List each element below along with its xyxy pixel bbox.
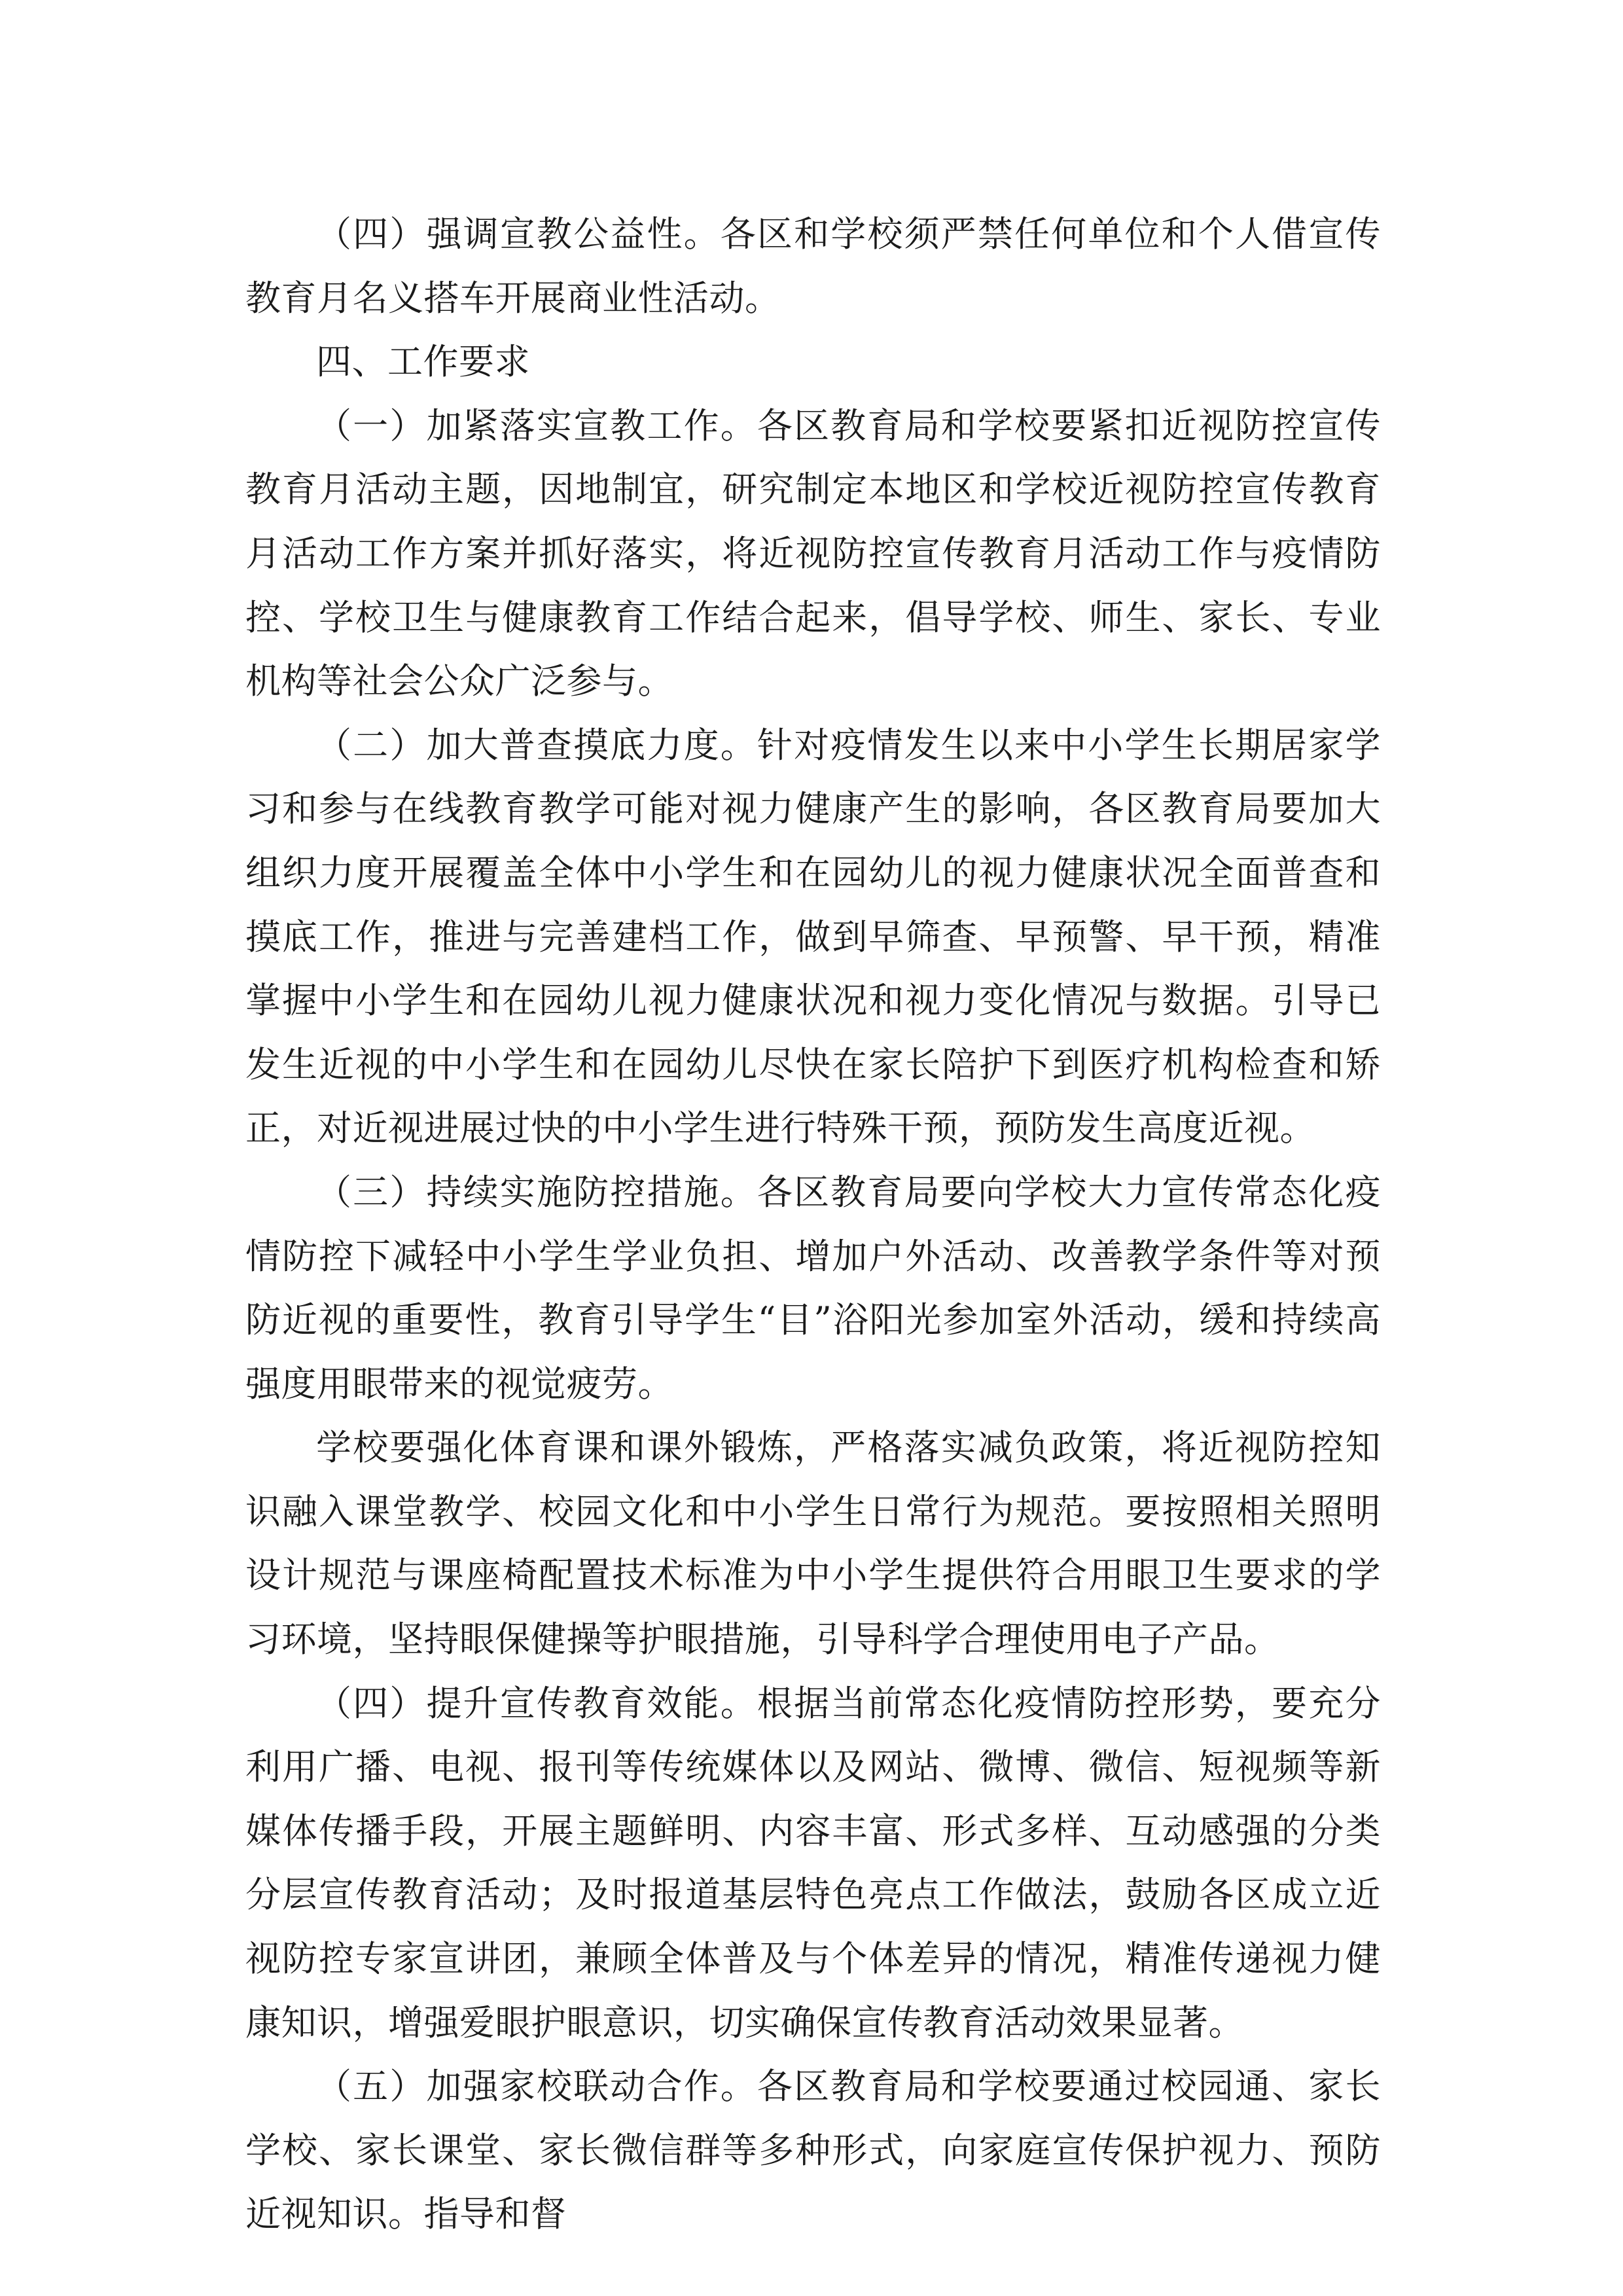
paragraph-publicity-effectiveness: （四）提升宣传教育效能。根据当前常态化疫情防控形势，要充分利用广播、电视、报刊等传统媒体以及网站、微博、微信、短视频等新媒体传播手段，开展主题鲜明、内容丰富、形式多样、互动感强的分类分层宣传教育活动；及时报道基层特色亮点工作做法，鼓励各区成立近视防控专家宣讲团，兼顾全体普及与个体差异的情况，精准传递视力健康知识，增强爱眼护眼意识，切实确保宣传教育活动效果显著。: [245, 1682, 1381, 2043]
section-heading-work-requirements: 四、工作要求: [316, 341, 530, 383]
paragraph-prevention-measures: （三）持续实施防控措施。各区教育局要向学校大力宣传常态化疫情防控下减轻中小学生学业负担、增加户外活动、改善教学条件等对预防近视的重要性，教育引导学生“目”浴阳光参加室外活动，缓和持续高强度用眼带来的视觉疲劳。: [245, 1171, 1381, 1405]
paragraph-census-screening: （二）加大普查摸底力度。针对疫情发生以来中小学生长期居家学习和参与在线教育教学可能对视力健康产生的影响，各区教育局要加大组织力度开展覆盖全体中小学生和在园幼儿的视力健康状况全面普查和摸底工作，推进与完善建档工作，做到早筛查、早预警、早干预，精准掌握中小学生和在园幼儿视力健康状况和视力变化情况与数据。引导已发生近视的中小学生和在园幼儿尽快在家长陪护下到医疗机构检查和矫正，对近视进展过快的中小学生进行特殊干预，预防发生高度近视。: [245, 724, 1381, 1149]
paragraph-publicity-nonprofit: （四）强调宣教公益性。各区和学校须严禁任何单位和个人借宣传教育月名义搭车开展商业性活动。: [245, 213, 1381, 319]
paragraph-home-school-cooperation: （五）加强家校联动合作。各区教育局和学校要通过校园通、家长学校、家长课堂、家长微信群等多种形式，向家庭宣传保护视力、预防近视知识。指导和督: [245, 2066, 1381, 2235]
paragraph-school-requirements: 学校要强化体育课和课外锻炼，严格落实减负政策，将近视防控知识融入课堂教学、校园文化和中小学生日常行为规范。要按照相关照明设计规范与课座椅配置技术标准为中小学生提供符合用眼卫生要求的学习环境，坚持眼保健操等护眼措施，引导科学合理使用电子产品。: [245, 1427, 1381, 1660]
paragraph-implement-publicity: （一）加紧落实宣教工作。各区教育局和学校要紧扣近视防控宣传教育月活动主题，因地制宜，研究制定本地区和学校近视防控宣传教育月活动工作方案并抓好落实，将近视防控宣传教育月活动工作与疫情防控、学校卫生与健康教育工作结合起来，倡导学校、师生、家长、专业机构等社会公众广泛参与。: [245, 404, 1381, 702]
